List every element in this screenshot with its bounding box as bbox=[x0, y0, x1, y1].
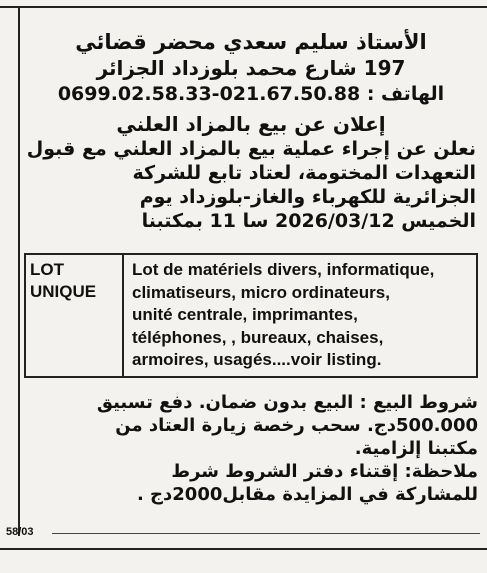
bailiff-name: الأستاذ سليم سعدي محضر قضائي bbox=[75, 30, 427, 54]
note-line: للمشاركة في المزايدة مقابل2000دج . bbox=[136, 484, 478, 505]
conditions-line: مكتبنا إلزامية. bbox=[354, 438, 478, 459]
announcement-line: الخميس 2026/03/12 سا 11 بمكتبنا bbox=[141, 210, 476, 232]
phone-numbers: 0699.02.58.33-021.67.50.88 bbox=[57, 83, 361, 105]
note-line: ملاحظة: إقتناء دفتر الشروط شرط bbox=[171, 461, 478, 482]
announcement-line: التعهدات المختومة، لعتاد تابع للشركة bbox=[132, 162, 476, 184]
bailiff-address: 197 شارع محمد بلوزداد الجزائر bbox=[96, 56, 406, 80]
lot-description-cell bbox=[123, 254, 477, 377]
announcement-line: الجزائرية للكهرباء والغاز-بلوزداد يوم bbox=[139, 186, 476, 208]
phone-line bbox=[20, 81, 482, 107]
lot-description-line: téléphones, , bureaux, chaises, bbox=[132, 327, 384, 347]
lot-label-cell bbox=[25, 254, 123, 377]
phone-label: الهاتف : bbox=[366, 83, 445, 105]
lot-description-line: armoires, usagés....voir listing. bbox=[132, 350, 382, 369]
lot-label-line: LOT bbox=[30, 260, 64, 279]
lot-row bbox=[25, 254, 477, 377]
lot-description-line: unité centrale, imprimantes, bbox=[132, 305, 358, 324]
announcement-text bbox=[20, 137, 482, 233]
auction-notice bbox=[18, 6, 482, 536]
conditions-line: شروط البيع : البيع بدون ضمان. دفع تسبيق bbox=[96, 392, 478, 413]
next-ad-border bbox=[0, 548, 487, 573]
lot-description-line: Lot de matériels divers, informatique, bbox=[132, 260, 435, 279]
reference-divider bbox=[52, 533, 480, 534]
notice-header bbox=[20, 28, 482, 137]
announcement-line: نعلن عن إجراء عملية بيع بالمزاد العلني مع قبول bbox=[26, 138, 476, 160]
sale-conditions bbox=[24, 391, 478, 506]
reference-number: 58/03 bbox=[6, 526, 34, 538]
lot-table bbox=[24, 253, 478, 378]
lot-label-line: UNIQUE bbox=[30, 282, 97, 301]
notice-title: إعلان عن بيع بالمزاد العلني bbox=[116, 112, 386, 136]
conditions-line: 500.000دج. سحب رخصة زيارة العتاد من bbox=[115, 415, 478, 436]
lot-description-line: climatiseurs, micro ordinateurs, bbox=[132, 282, 390, 302]
